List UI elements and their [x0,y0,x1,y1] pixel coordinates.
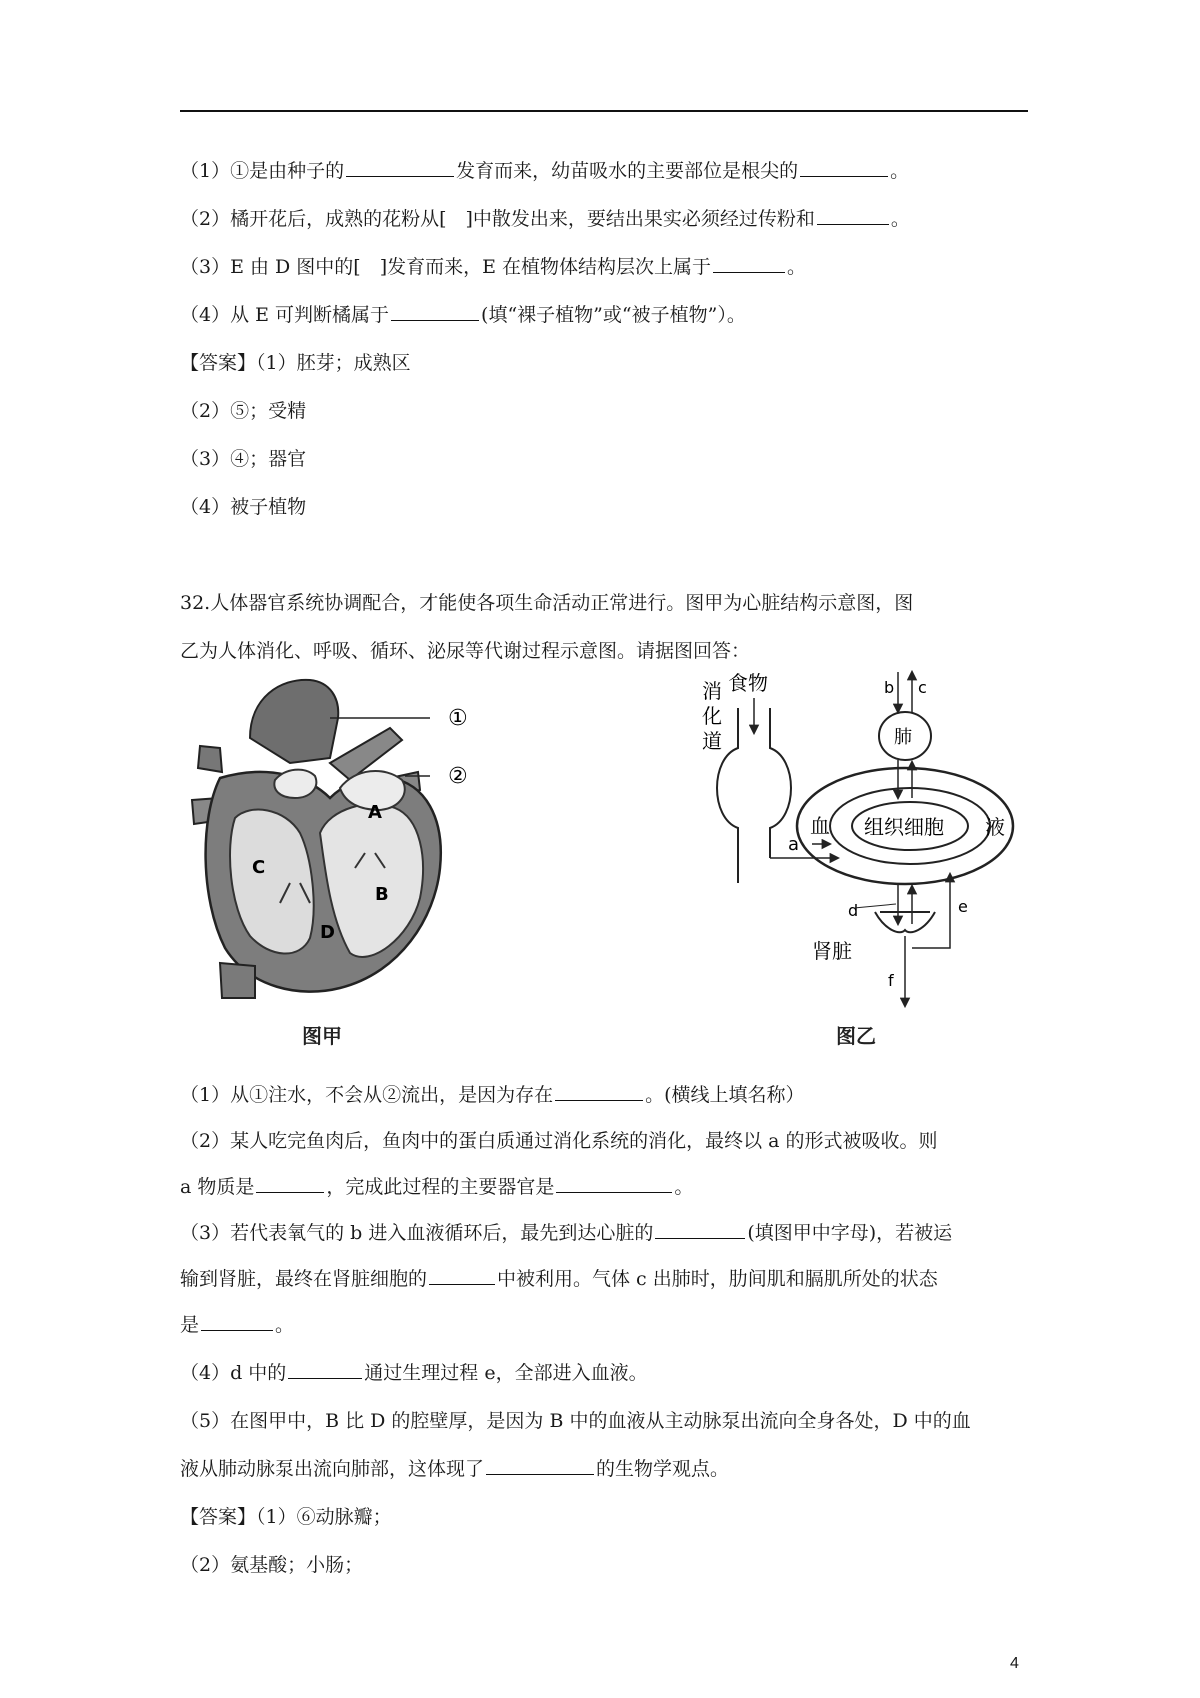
label-circled-1: ① [448,706,468,731]
q32-part5-line2: 液从肺动脉泵出流向肺部，这体现了 的生物学观点。 [180,1458,730,1480]
answer-blank [817,206,889,225]
leader-line-d [854,904,896,908]
heart-diagram [180,668,500,1024]
chamber-label-d: D [320,922,335,943]
metabolism-diagram [700,668,1020,1024]
answer-blank [556,1174,672,1193]
tissue-cells-label: 组织细胞 [864,815,944,839]
q32-answer-2: （2）氨基酸；小肠； [180,1554,364,1576]
q31-part4: （4）从 E 可判断橘属于 (填“裸子植物”或“被子植物”）。 [180,304,746,326]
q32-part2-line1: （2）某人吃完鱼肉后，鱼肉中的蛋白质通过消化系统的消化，最终以 a 的形式被吸收。则 [180,1130,938,1152]
label-d: d [848,901,859,920]
q31-answer-2: （2）⑤；受精 [180,400,307,422]
header-rule [180,110,1028,112]
q32-part3-line1: （3）若代表氧气的 b 进入血液循环后，最先到达心脏的 (填图甲中字母)，若被运 [180,1222,953,1244]
q32-part1: （1）从①注水，不会从②流出，是因为存在 。(横线上填名称） [180,1084,805,1106]
q31-part1: （1）①是由种子的 发育而来，幼苗吸水的主要部位是根尖的 。 [180,160,910,182]
answer-blank [391,302,479,321]
answer-blank [713,254,785,273]
q32-part3-line3: 是 。 [180,1314,295,1336]
chamber-label-a: A [368,802,382,823]
digestive-label-3: 道 [702,729,722,753]
answer-blank [201,1312,273,1331]
chamber-label-c: C [252,857,266,878]
q31-part3: （3）E 由 D 图中的[ ]发育而来，E 在植物体结构层次上属于 。 [180,256,807,278]
answer-blank [800,158,888,177]
digestive-label-2: 化 [702,704,722,728]
q31-answer-3: （3）④；器官 [180,448,307,470]
q32-part2-line2: a 物质是 ，完成此过程的主要器官是 。 [180,1176,694,1198]
figure-caption-jia: 图甲 [302,1024,342,1048]
answer-blank [486,1456,594,1475]
answer-blank [346,158,454,177]
label-f: f [888,971,894,990]
food-label: 食物 [728,671,768,695]
label-a: a [788,834,800,855]
answer-blank [429,1266,495,1285]
q32-stem-line2: 乙为人体消化、呼吸、循环、泌尿等代谢过程示意图。请据图回答： [180,640,751,662]
fluid-label: 液 [985,815,1005,839]
blood-label: 血 [810,814,830,838]
digestive-label-1: 消 [702,679,722,703]
label-circled-2: ② [448,764,468,789]
label-b: b [884,678,895,697]
q31-part2: （2）橘开花后，成熟的花粉从[ ]中散发出来，要结出果实必须经过传粉和 。 [180,208,910,230]
q32-stem-line1: 32.人体器官系统协调配合，才能使各项生命活动正常进行。图甲为心脏结构示意图，图 [180,592,914,614]
kidney-label: 肾脏 [812,939,852,963]
q32-part4: （4）d 中的 通过生理过程 e，全部进入血液。 [180,1362,648,1384]
q32-part3-line2: 输到肾脏，最终在肾脏细胞的 中被利用。气体 c 出肺时，肋间肌和膈肌所处的状态 [180,1268,938,1290]
label-c: c [918,678,927,697]
q32-answer-1: 【答案】（1）⑥动脉瓣； [180,1506,392,1528]
figure-caption-yi: 图乙 [836,1024,876,1048]
q31-answer-4: （4）被子植物 [180,496,307,518]
answer-blank [256,1174,324,1193]
lung-label: 肺 [894,727,912,748]
kidney-shape [875,912,935,932]
q31-answer-1: 【答案】（1）胚芽；成熟区 [180,352,411,374]
chamber-label-b: B [375,884,389,905]
q32-part5-line1: （5）在图甲中，B 比 D 的腔壁厚，是因为 B 中的血液从主动脉泵出流向全身各处，D 中的血 [180,1410,971,1432]
answer-blank [288,1360,362,1379]
answer-blank [555,1082,643,1101]
answer-blank [655,1220,745,1239]
page-number: 4 [1010,1655,1019,1672]
label-e: e [958,897,968,916]
